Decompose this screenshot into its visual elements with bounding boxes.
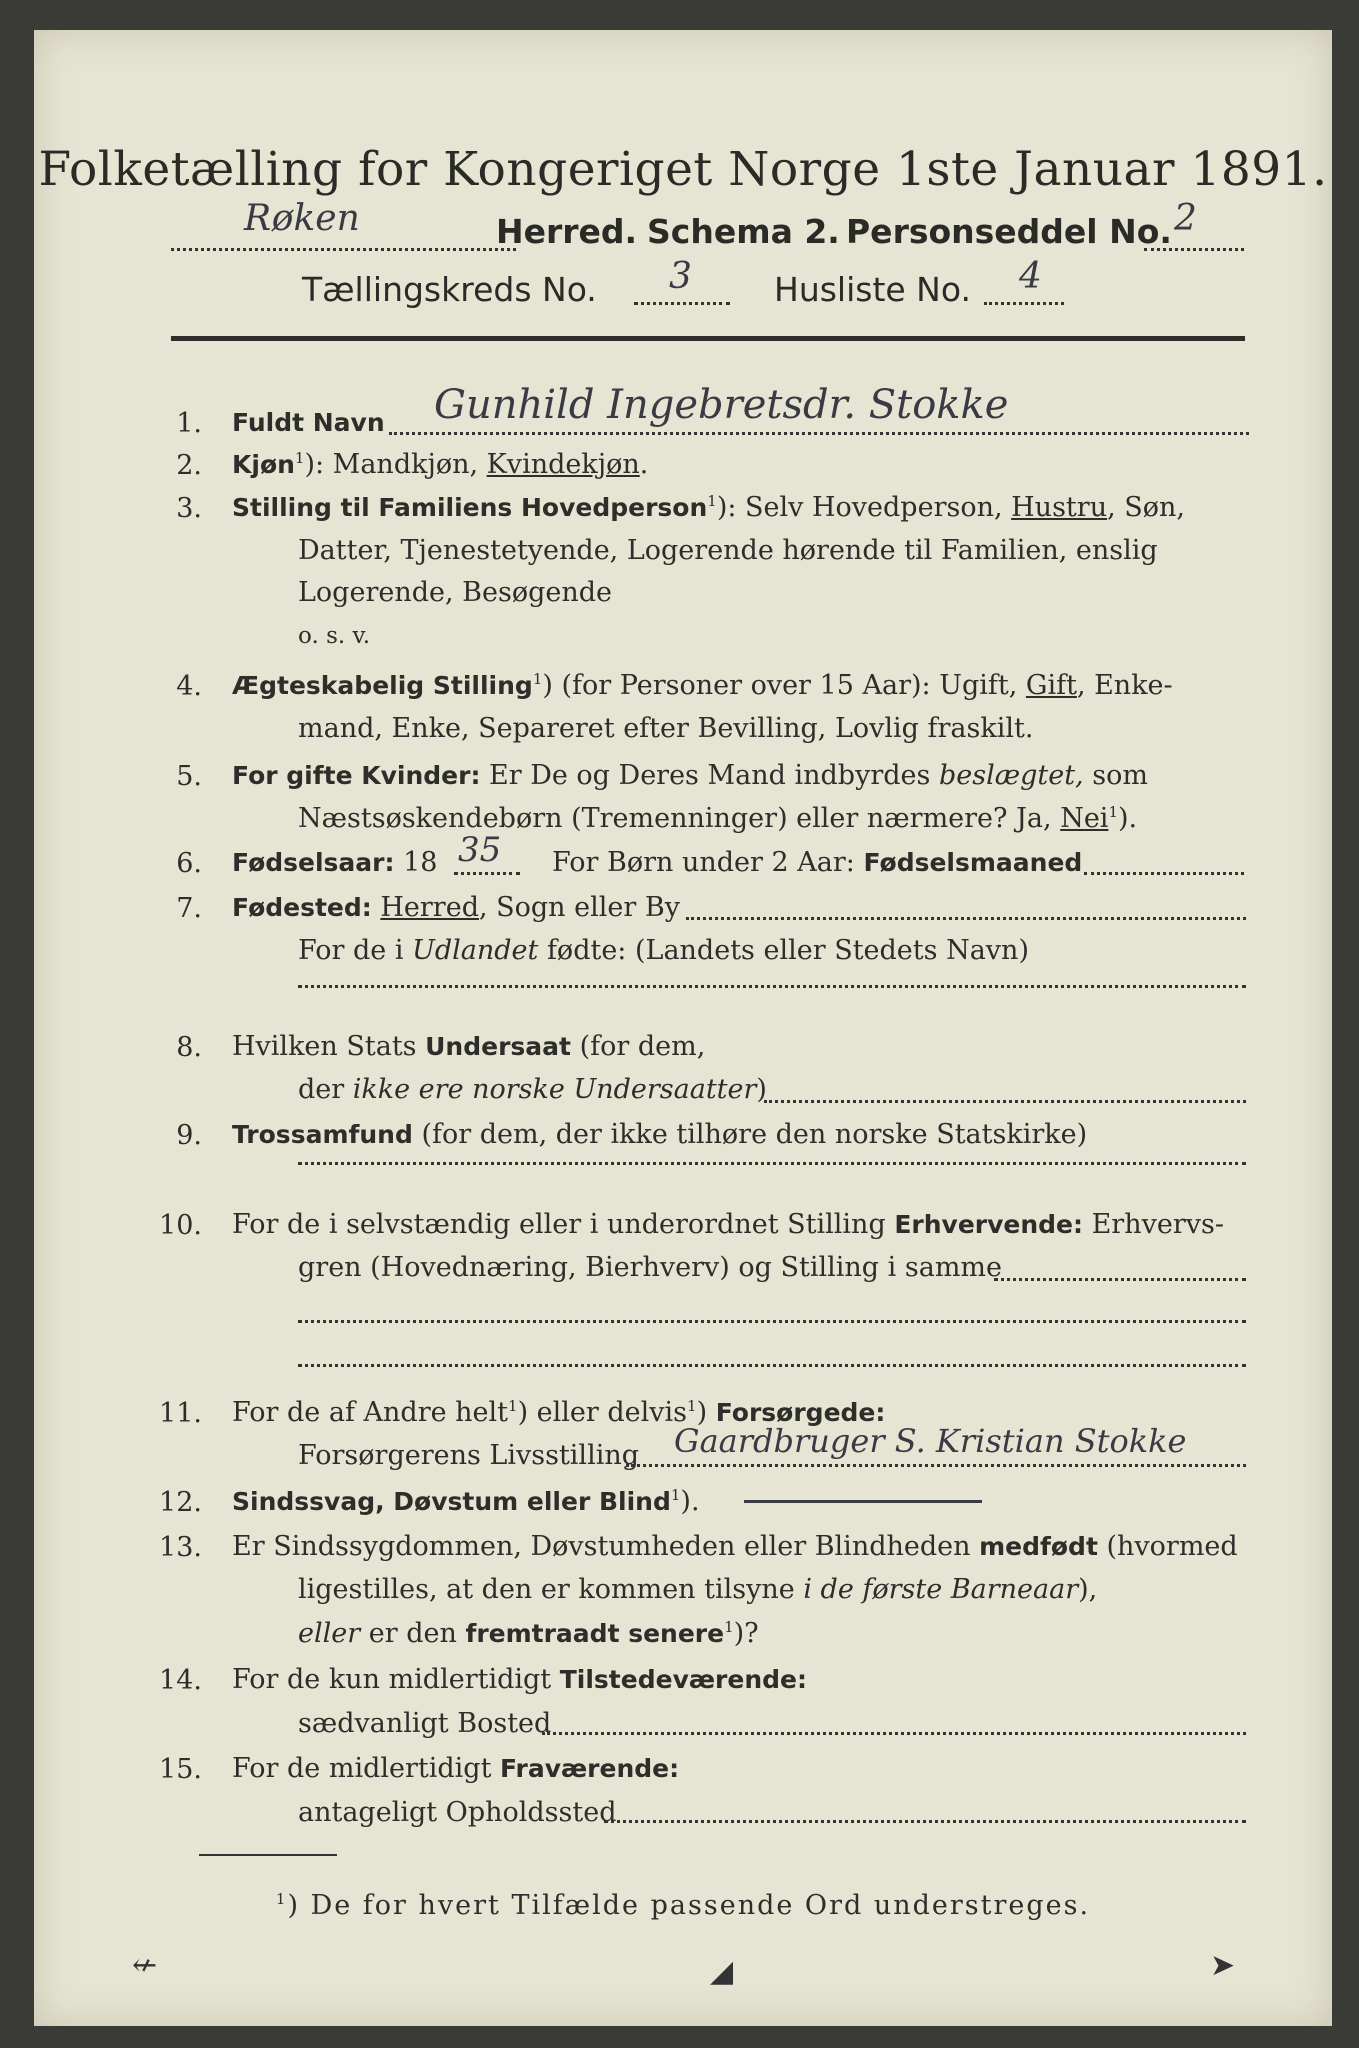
q11-dotted-line: [626, 1464, 1246, 1467]
personseddel-dotted-line: [1144, 248, 1244, 251]
q10-number: 10.: [159, 1210, 202, 1241]
q8-line1: Hvilken Stats Undersaat (for dem,: [232, 1031, 706, 1062]
q8-number: 8.: [176, 1032, 202, 1063]
husliste-label: Husliste No.: [774, 270, 971, 309]
q7-dotted-line: [686, 917, 1246, 920]
q5-line1: For gifte Kvinder: Er De og Deres Mand indbyrdes beslægtet, som: [232, 760, 1148, 791]
q4-line2: mand, Enke, Separeret efter Bevilling, Lovlig fraskilt.: [298, 713, 1034, 744]
corner-mark-left-icon: ↚: [132, 1948, 158, 1983]
q3-line2: Datter, Tjenestetyende, Logerende hørende til Familien, enslig: [298, 535, 1158, 566]
q13-line3: eller er den fremtraadt senere$^1$)?: [298, 1618, 759, 1649]
q7-line1: Fødested: Herred, Sogn eller By: [232, 892, 680, 923]
q14-line2: sædvanligt Bosted: [298, 1708, 552, 1739]
q6-month-dotted-line: [1084, 872, 1244, 875]
q3-line4: o. s. v.: [298, 623, 371, 649]
q1-dotted-line: [389, 432, 1249, 435]
q6-year-value: 35: [458, 830, 502, 870]
herred-value: Røken: [244, 198, 360, 239]
q9-dotted-line: [298, 1162, 1246, 1165]
q8-dotted-line: [764, 1100, 1246, 1103]
q9-line1: Trossamfund (for dem, der ikke tilhøre den norske Statskirke): [232, 1119, 1088, 1150]
q1-number: 1.: [176, 408, 202, 439]
q13-number: 13.: [159, 1532, 202, 1563]
q14-line1: For de kun midlertidigt Tilstedeværende:: [232, 1664, 807, 1695]
q10-line2: gren (Hovednæring, Bierhverv) og Stilling i samme: [298, 1252, 1003, 1283]
q7-foreign-dotted-line: [298, 985, 1246, 988]
q14-dotted-line: [542, 1732, 1246, 1735]
q6-number: 6.: [176, 848, 202, 879]
corner-mark-right-icon: ➤: [1210, 1948, 1236, 1983]
q10-dotted-line-2: [298, 1320, 1246, 1323]
q11-line1: For de af Andre helt$^1$) eller delvis$^1$) Forsørgede:: [232, 1397, 886, 1428]
q1-name-value: Gunhild Ingebretsdr. Stokke: [434, 382, 1009, 428]
footnote: $^1$) De for hvert Tilfælde passende Ord understreges.: [275, 1890, 1091, 1921]
q1-label: Fuldt Navn: [232, 408, 385, 437]
q11-number: 11.: [159, 1398, 202, 1429]
husliste-dotted-line: [984, 302, 1064, 305]
q7-line2: For de i Udlandet fødte: (Landets eller Stedets Navn): [298, 935, 1029, 966]
personseddel-label: Personseddel No.: [846, 212, 1172, 251]
q3-number: 3.: [176, 493, 202, 524]
q5-number: 5.: [176, 761, 202, 792]
schema-label: Schema 2.: [647, 212, 840, 251]
q13-line1: Er Sindssygdommen, Døvstumheden eller Blindheden medfødt (hvormed: [232, 1531, 1238, 1562]
form-title: Folketælling for Kongeriget Norge 1ste Januar 1891.: [38, 142, 1328, 197]
husliste-value: 4: [1019, 256, 1042, 297]
q10-dotted-line-3: [298, 1364, 1246, 1367]
q6-year-dotted-line: [454, 872, 520, 875]
census-form-sheet: [34, 30, 1332, 2026]
herred-dotted-line: [171, 248, 516, 251]
q13-line2: ligestilles, at den er kommen tilsyne i de første Barneaar),: [298, 1574, 1098, 1605]
q10-line1: For de i selvstændig eller i underordnet Stilling Erhvervende: Erhvervs-: [232, 1209, 1224, 1240]
q6-label: Fødselsaar: 18: [232, 847, 438, 878]
q10-dotted-line-1: [994, 1278, 1246, 1281]
q8-line2: der ikke ere norske Undersaatter): [298, 1074, 767, 1105]
q15-dotted-line: [604, 1820, 1246, 1823]
q11-line2-label: Forsørgerens Livsstilling: [298, 1440, 640, 1471]
q3-line1: Stilling til Familiens Hovedperson$^1$): Selv Hovedperson, Hustru, Søn,: [232, 492, 1185, 523]
q2-text: Kjøn$^1$): Mandkjøn, Kvindekjøn.: [232, 449, 649, 480]
herred-label: Herred.: [496, 212, 638, 251]
kreds-label: Tællingskreds No.: [302, 270, 597, 309]
q4-line1: Ægteskabelig Stilling$^1$) (for Personer over 15 Aar): Ugift, Gift, Enke-: [232, 670, 1173, 701]
q15-number: 15.: [159, 1754, 202, 1785]
q15-line1: For de midlertidigt Fraværende:: [232, 1753, 680, 1784]
q9-number: 9.: [176, 1120, 202, 1151]
q12-dash-stroke: [744, 1500, 982, 1503]
q4-number: 4.: [176, 671, 202, 702]
q3-line3: Logerende, Besøgende: [298, 577, 612, 608]
q6-child-text: For Børn under 2 Aar: Fødselsmaaned: [552, 847, 1083, 878]
q14-number: 14.: [159, 1665, 202, 1696]
kreds-dotted-line: [634, 302, 730, 305]
q2-number: 2.: [176, 450, 202, 481]
q12-number: 12.: [159, 1487, 202, 1518]
q15-line2: antageligt Opholdssted: [298, 1797, 617, 1828]
q5-line2: Næstsøskendebørn (Tremenninger) eller nærmere? Ja, Nei$^1$).: [298, 803, 1138, 834]
q12-line1: Sindssvag, Døvstum eller Blind$^1$).: [232, 1486, 700, 1517]
q7-number: 7.: [176, 893, 202, 924]
personseddel-value: 2: [1174, 198, 1197, 239]
kreds-value: 3: [669, 256, 692, 297]
header-rule: [171, 336, 1245, 341]
q11-provider-value: Gaardbruger S. Kristian Stokke: [674, 1422, 1187, 1460]
footnote-rule: [199, 1854, 337, 1856]
corner-mark-center-icon: ◢: [710, 1954, 734, 1989]
